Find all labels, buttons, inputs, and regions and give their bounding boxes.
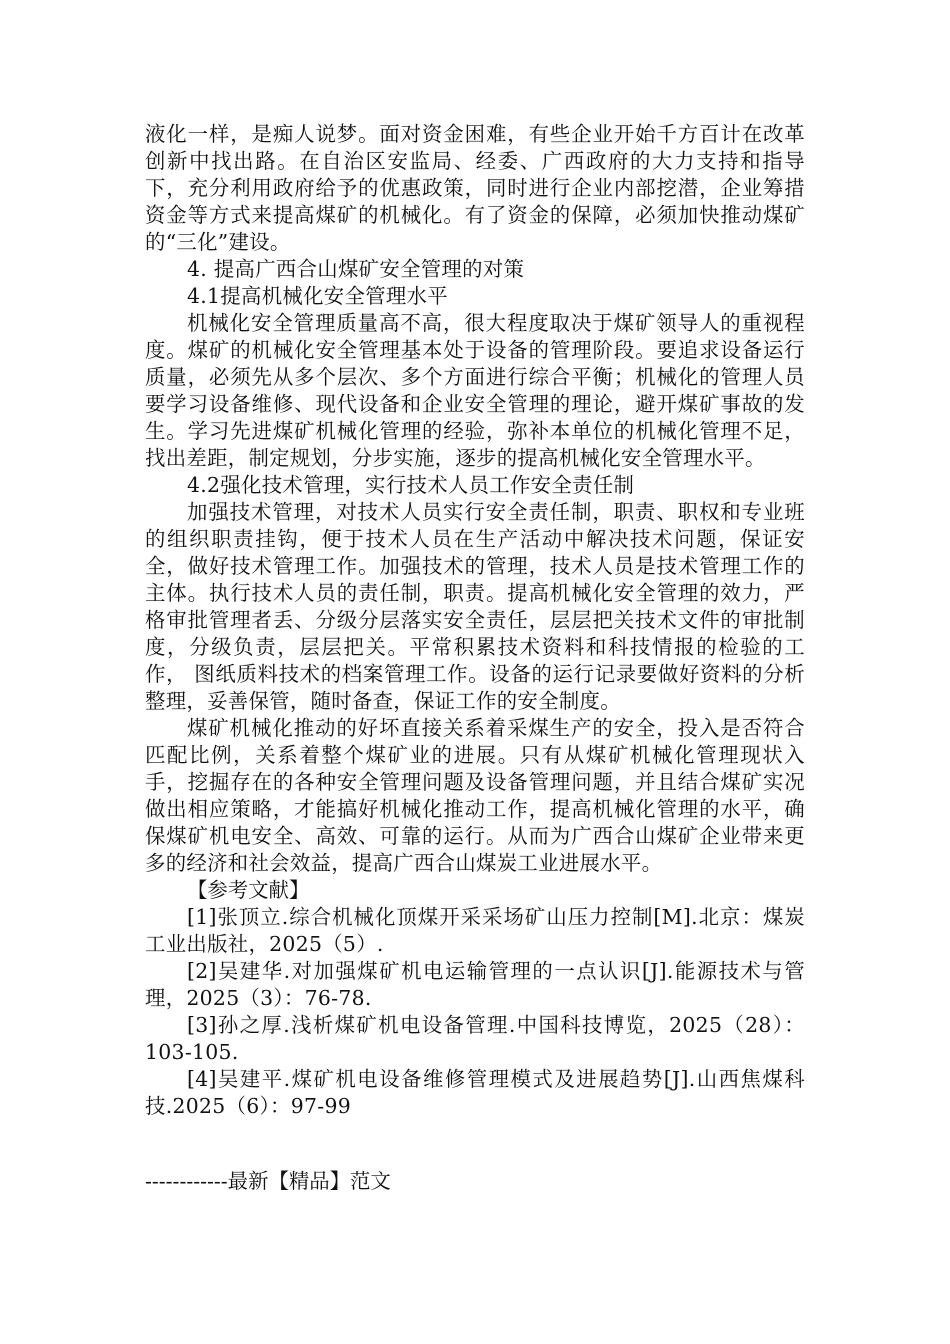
section-heading-4-2: 4.2强化技术管理，实行技术人员工作安全责任制 [187,473,635,497]
reference-item-2: [2]吴建华.对加强煤矿机电运输管理的一点认识[J].能源技术与管理，2025（3）：76-78. [145,959,805,1010]
reference-item-1: [1]张顶立.综合机械化顶煤开采采场矿山压力控制[M].北京：煤炭工业出版社，2025（5）. [145,905,805,956]
references-title: 【参考文献】 [187,878,310,902]
paragraph-conclusion: 煤矿机械化推动的好坏直接关系着采煤生产的安全，投入是否符合匹配比例，关系着整个煤矿业的进展。只有从煤矿机械化管理现状入手，挖掘存在的各种安全管理问题及设备管理问题，并且结合煤矿实况做出相应策略，才能搞好机械化推动工作，提高机械化管理的水平，确保煤矿机电安全、高效、可靠的运行。从而为广西合山煤矿企业带来更多的经济和社会效益，提高广西合山煤炭工业进展水平。 [145,716,805,875]
reference-item-3: [3]孙之厚.浅析煤矿机电设备管理.中国科技博览，2025（28）：103-105. [145,1013,805,1064]
reference-item-4: [4]吴建平.煤矿机电设备维修管理模式及进展趋势[J].山西焦煤科技.2025（6）：97-99 [145,1067,805,1118]
paragraph-mechanization: 机械化安全管理质量高不高，很大程度取决于煤矿领导人的重视程度。煤矿的机械化安全管理基本处于设备的管理阶段。要追求设备运行质量，必须先从多个层次、多个方面进行综合平衡；机械化的管理人员要学习设备维修、现代设备和企业安全管理的理论，避开煤矿事故的发生。学习先进煤矿机械化管理的经验，弥补本单位的机械化管理不足，找出差距，制定规划，分步实施，逐步的提高机械化安全管理水平。 [145,311,805,470]
section-heading-4: 4. 提高广西合山煤矿安全管理的对策 [187,257,525,281]
paragraph-technical-management: 加强技术管理，对技术人员实行安全责任制，职责、职权和专业班的组织职责挂钩，便于技术人员在生产活动中解决技术问题，保证安全，做好技术管理工作。加强技术的管理，技术人员是技术管理工作的主体。执行技术人员的责任制，职责。提高机械化安全管理的效力，严格审批管理者丢、分级分层落实安全责任，层层把关技术文件的审批制度，分级负责，层层把关。平常积累技术资料和科技情报的检验的工作， 图纸质料技术的档案管理工作。设备的运行记录要做好资料的分析整理，妥善保管，随时备查，保证工作的安全制度。 [145,500,805,713]
page-footer: ------------最新【精品】范文 [145,1169,391,1193]
paragraph-continued: 液化一样，是痴人说梦。面对资金困难，有些企业开始千方百计在改革创新中找出路。在自治区安监局、经委、广西政府的大力支持和指导下，充分利用政府给予的优惠政策，同时进行企业内部挖潜，企业筹措资金等方式来提高煤矿的机械化。有了资金的保障，必须加快推动煤矿的“三化”建设。 [145,122,805,254]
section-heading-4-1: 4.1提高机械化安全管理水平 [187,284,448,308]
document-body [145,121,805,1120]
